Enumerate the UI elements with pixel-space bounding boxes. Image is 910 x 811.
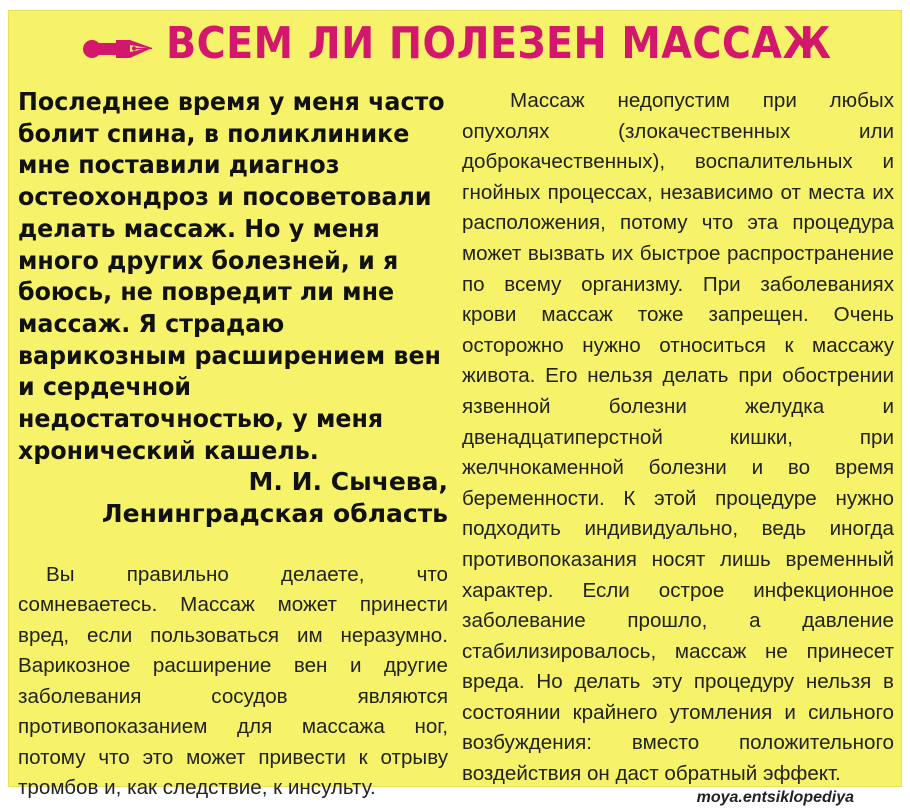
fountain-pen-icon	[78, 28, 158, 68]
article-title: ВСЕМ ЛИ ПОЛЕЗЕН МАССАЖ	[166, 18, 832, 69]
letter-region: Ленинградская область	[101, 499, 448, 529]
right-column	[462, 86, 894, 790]
site-watermark: moya.entsiklopediya	[696, 789, 854, 806]
left-column	[18, 86, 448, 804]
answer-paragraph-2: Массаж недопустим при любых опухолях (злокачественных или доброкачественных), воспалительных и гнойных процессах, независимо от места их расположения, потому что эта процедура может вызвать их быстрое распространение по всему организму. При заболеваниях крови массаж тоже запрещен. Очень осторожно нужно относиться к массажу живота. Его нельзя делать при обострении язвенной болезни желудка и двенадцатиперстной кишки, при желчнокаменной болезни и во время беременности. К этой процедуре нужно подходить индивидуально, ведь иногда противопоказания носят лишь временный характер. Если острое инфекционное заболевание прошло, а давление стабилизировалось, массаж не принесет вреда. Но делать эту процедуру нельзя в состоянии крайнего утомления и сильного возбуждения: вместо положительного воздействия он даст обратный эффект.	[462, 89, 894, 786]
reader-question: Последнее время у меня часто болит спина, в поликлинике мне поставили диагноз остеохондроз и посоветовали делать массаж. Но у меня много других болезней, и я боюсь, не повредит ли мне массаж. Я страдаю варикозным расширением вен и сердечной недостаточностью, у меня хронический кашель.	[18, 87, 445, 465]
article-header	[8, 10, 902, 80]
letter-author: М. И. Сычева,	[248, 467, 448, 497]
answer-paragraph-1: Вы правильно делаете, что сомневаетесь. Массаж может принести вред, если пользоваться им неразумно. Варикозное расширение вен и другие заболевания сосудов являются противопоказанием для массажа ног, потому что это может привести к отрыву тромбов и, как следствие, к инсульту.	[18, 562, 448, 800]
